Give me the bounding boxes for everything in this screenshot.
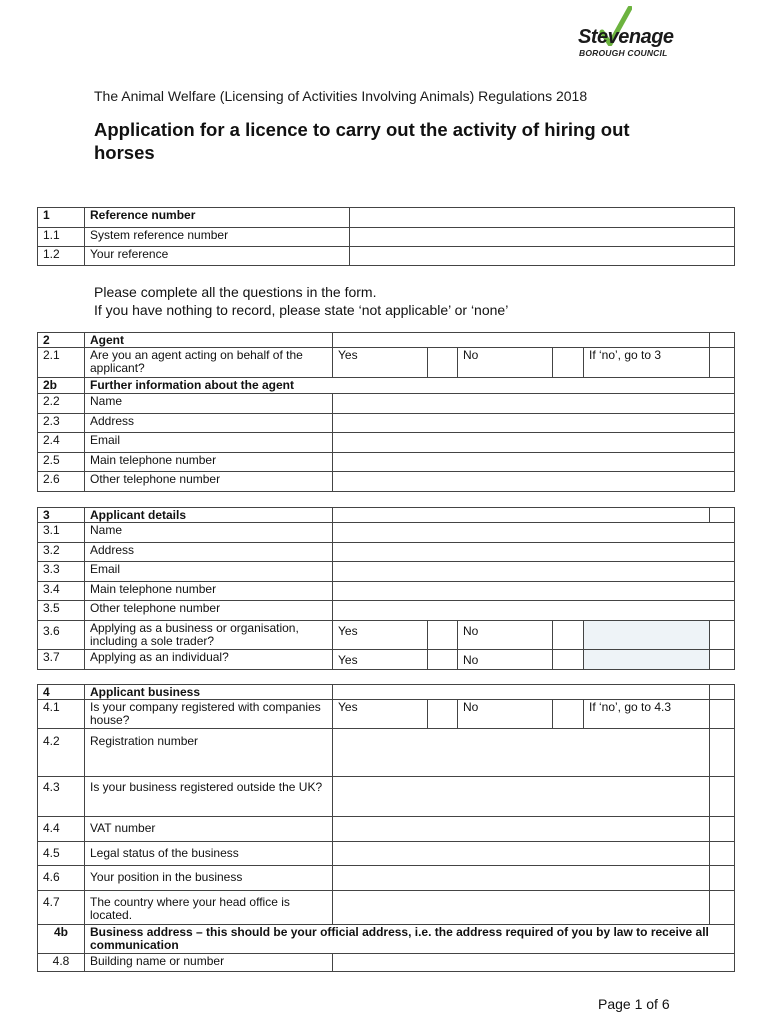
- instruction-line: Please complete all the questions in the form.: [94, 284, 377, 300]
- applicant-details-table: [37, 507, 735, 670]
- no-checkbox[interactable]: [553, 650, 584, 670]
- note: If ‘no’, go to 3: [584, 348, 710, 378]
- agent-name-input[interactable]: [333, 394, 735, 414]
- field-label: The country where your head office is located.: [85, 891, 333, 925]
- page-number: Page 1 of 6: [598, 996, 670, 1012]
- section-title: Applicant business: [85, 685, 333, 700]
- row-number: 2.2: [38, 394, 85, 414]
- applicant-main-phone-input[interactable]: [333, 582, 735, 601]
- regulation-line: The Animal Welfare (Licensing of Activities Involving Animals) Regulations 2018: [94, 88, 588, 104]
- reference-input[interactable]: [350, 208, 735, 228]
- yes-checkbox[interactable]: [428, 621, 458, 650]
- yes-label: Yes: [333, 348, 428, 378]
- yes-checkbox[interactable]: [428, 700, 458, 729]
- no-label: No: [458, 700, 553, 729]
- agent-email-input[interactable]: [333, 433, 735, 453]
- row-number: 3.6: [38, 621, 85, 650]
- subsection-number: 4b: [38, 925, 85, 954]
- field-label: Name: [85, 394, 333, 414]
- field-label: Email: [85, 562, 333, 582]
- instruction-line: If you have nothing to record, please state ‘not applicable’ or ‘none’: [94, 302, 509, 318]
- subsection-title: Business address – this should be your official address, i.e. the address required of you by law to receive all communication: [85, 925, 735, 954]
- field-label: VAT number: [85, 817, 333, 842]
- applicant-other-phone-input[interactable]: [333, 601, 735, 621]
- field-label: Other telephone number: [85, 601, 333, 621]
- legal-status-input[interactable]: [333, 842, 710, 866]
- no-label: No: [458, 650, 553, 670]
- no-label: No: [458, 621, 553, 650]
- head-office-country-input[interactable]: [333, 891, 710, 925]
- field-label: Applying as a business or organisation, including a sole trader?: [85, 621, 333, 650]
- field-label: Your reference: [85, 247, 350, 266]
- row-number: 3.2: [38, 543, 85, 562]
- row-number: 3.7: [38, 650, 85, 670]
- row-number: 2.4: [38, 433, 85, 453]
- row-number: 4.8: [38, 954, 85, 972]
- no-checkbox[interactable]: [553, 348, 584, 378]
- row-number: 1.1: [38, 228, 85, 247]
- agent-main-phone-input[interactable]: [333, 453, 735, 472]
- reference-table: [37, 207, 735, 266]
- row-number: 2.3: [38, 414, 85, 433]
- subsection-title: Further information about the agent: [85, 378, 735, 394]
- field-label: Other telephone number: [85, 472, 333, 492]
- row-number: 4.1: [38, 700, 85, 729]
- subsection-number: 2b: [38, 378, 85, 394]
- system-reference-input[interactable]: [350, 228, 735, 247]
- field-label: Is your company registered with companies house?: [85, 700, 333, 729]
- field-label: Legal status of the business: [85, 842, 333, 866]
- field-label: Email: [85, 433, 333, 453]
- yes-label: Yes: [333, 700, 428, 729]
- yes-label: Yes: [333, 621, 428, 650]
- yes-checkbox[interactable]: [428, 348, 458, 378]
- field-label: Registration number: [85, 729, 333, 777]
- logo-subtitle: BOROUGH COUNCIL: [579, 48, 668, 58]
- no-label: No: [458, 348, 553, 378]
- field-label: Building name or number: [85, 954, 333, 972]
- instructions: [94, 283, 508, 319]
- field-label: Are you an agent acting on behalf of the applicant?: [85, 348, 333, 378]
- applicant-business-table: [37, 684, 735, 972]
- agent-address-input[interactable]: [333, 414, 735, 433]
- applicant-name-input[interactable]: [333, 523, 735, 543]
- row-number: 4.7: [38, 891, 85, 925]
- field-label: Address: [85, 414, 333, 433]
- row-number: 2.5: [38, 453, 85, 472]
- row-number: 2.6: [38, 472, 85, 492]
- field-label: Is your business registered outside the UK?: [85, 777, 333, 817]
- section-number: 1: [38, 208, 85, 228]
- agent-table: [37, 332, 735, 492]
- row-number: 4.3: [38, 777, 85, 817]
- row-number: 4.6: [38, 866, 85, 891]
- field-label: Address: [85, 543, 333, 562]
- section-title: Reference number: [85, 208, 350, 228]
- registration-number-input[interactable]: [333, 729, 710, 777]
- yes-checkbox[interactable]: [428, 650, 458, 670]
- registered-outside-uk-input[interactable]: [333, 777, 710, 817]
- field-label: Main telephone number: [85, 453, 333, 472]
- position-input[interactable]: [333, 866, 710, 891]
- applicant-address-input[interactable]: [333, 543, 735, 562]
- no-checkbox[interactable]: [553, 621, 584, 650]
- council-logo: [576, 6, 686, 58]
- row-number: 1.2: [38, 247, 85, 266]
- agent-other-phone-input[interactable]: [333, 472, 735, 492]
- section-number: 3: [38, 508, 85, 523]
- field-label: System reference number: [85, 228, 350, 247]
- page-title: Application for a licence to carry out the activity of hiring out horses: [94, 119, 630, 163]
- building-name-input[interactable]: [333, 954, 735, 972]
- field-label: Name: [85, 523, 333, 543]
- yes-label: Yes: [333, 650, 428, 670]
- field-label: Your position in the business: [85, 866, 333, 891]
- note: If ‘no’, go to 4.3: [584, 700, 710, 729]
- row-number: 3.1: [38, 523, 85, 543]
- no-checkbox[interactable]: [553, 700, 584, 729]
- section-number: 4: [38, 685, 85, 700]
- section-title: Agent: [85, 333, 333, 348]
- row-number: 2.1: [38, 348, 85, 378]
- row-number: 4.2: [38, 729, 85, 777]
- your-reference-input[interactable]: [350, 247, 735, 266]
- row-number: 4.4: [38, 817, 85, 842]
- logo-name: Stevenage: [578, 26, 674, 48]
- applicant-email-input[interactable]: [333, 562, 735, 582]
- field-label: Applying as an individual?: [85, 650, 333, 670]
- section-title: Applicant details: [85, 508, 333, 523]
- row-number: 4.5: [38, 842, 85, 866]
- field-label: Main telephone number: [85, 582, 333, 601]
- section-number: 2: [38, 333, 85, 348]
- vat-number-input[interactable]: [333, 817, 710, 842]
- row-number: 3.3: [38, 562, 85, 582]
- row-number: 3.4: [38, 582, 85, 601]
- row-number: 3.5: [38, 601, 85, 621]
